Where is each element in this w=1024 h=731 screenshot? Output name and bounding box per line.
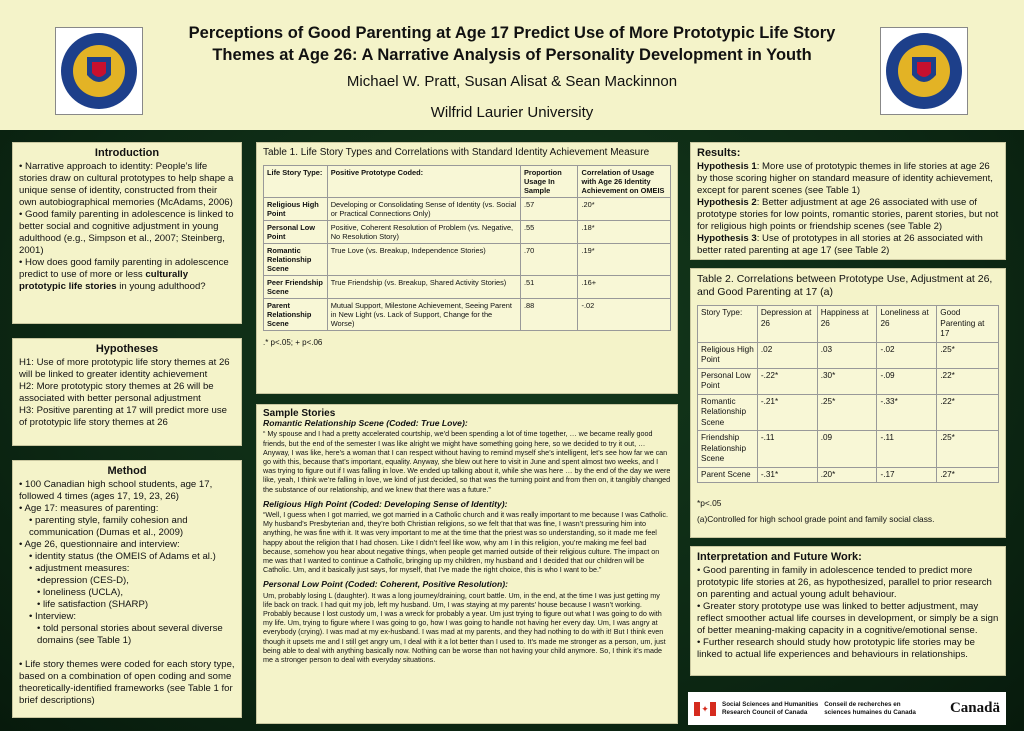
method-line-7: •depression (CES-D), <box>37 575 129 586</box>
table-cell: -.21* <box>757 394 817 431</box>
method-line-9: • life satisfaction (SHARP) <box>37 599 149 610</box>
table-cell: -.02 <box>877 342 937 368</box>
result-1: Hypothesis 1: More use of prototypic themes in life stories at age 26 by those scoring higher on standard measure of identity achievement, except for parent scenes (see Table 1) <box>697 161 993 196</box>
table-cell: .18* <box>578 221 671 244</box>
interpretation-panel <box>690 546 1006 676</box>
title-line-2: Themes at Age 26: A Narrative Analysis of Personality Development in Youth <box>212 46 812 64</box>
table2-header: Story Type: <box>698 306 758 343</box>
table-cell: .03 <box>817 342 877 368</box>
introduction-heading: Introduction <box>94 147 160 159</box>
sample-stories-panel <box>256 404 678 724</box>
table-cell: -.09 <box>877 368 937 394</box>
story-2-title: Religious High Point (Coded: Developing Sense of Identity): <box>263 498 508 509</box>
table1-header: Life Story Type: <box>264 166 328 198</box>
table-row <box>264 244 671 276</box>
table-cell: Romantic Relationship Scene <box>698 394 758 431</box>
table-row <box>698 467 999 483</box>
table-cell: Personal Low Point <box>698 368 758 394</box>
method-line-3: • parenting style, family cohesion and communication (Dumas et al., 2009) <box>29 515 188 538</box>
hypothesis-3: H3: Positive parenting at 17 will predict more use of prototypic life story themes at 26 <box>19 405 227 428</box>
story-3-text: Um, probably losing L (daughter). It was a long journey/draining, court battle. Um, in the end, at the time I was just getting my life back on track. I had quit my job, left my husband. Um, I was staying at my parents’ house because I wasn’t working. Probably because I lost custody um, I was a wreck for probably a year. Um just trying to figure out what I was going to do with my life. Um, trying to figure where I was going to go, how I was going to handle not having her every day. Um, I was angry at everybody (crying). I was mad at my ex-husband. I was mad at my parents, and they had nothing to do with it! But I think even though it upsets me and I still get angry um, I deal with it a lot better than I used to. It’s made me stronger as a person, um, just being able to deal with anything basically now. Nothing can be worse than not having your child anymore. So, I think it’s made me a stronger person to deal with everyday situations. <box>263 590 666 665</box>
method-line-8: • loneliness (UCLA), <box>37 587 124 598</box>
canada-flag-icon: ✦ <box>694 702 716 716</box>
introduction-panel <box>12 142 242 324</box>
table2 <box>697 305 999 483</box>
university-name: Wilfrid Laurier University <box>430 104 594 121</box>
table2-header: Happiness at 26 <box>817 306 877 343</box>
table2-panel <box>690 268 1006 538</box>
table-cell: Positive, Coherent Resolution of Problem (vs. Negative, No Resolution Story) <box>327 221 520 244</box>
university-logo-right <box>880 27 968 115</box>
table-cell: .25* <box>937 342 999 368</box>
table-cell: True Friendship (vs. Breakup, Shared Activity Stories) <box>327 276 520 299</box>
method-line-12: • Life story themes were coded for each story type, based on a combination of open coding and some theoretically-identified frameworks (see Table 1 for brief descriptions) <box>19 659 235 706</box>
stories-heading: Sample Stories <box>263 408 336 419</box>
intro-bullet-2: • Good family parenting in adolescence is linked to better social and cognitive adjustment in young adulthood (e.g., Simpson et al., 2007; Steinberg, 2001) <box>19 209 234 256</box>
table-cell: Romantic Relationship Scene <box>264 244 328 276</box>
table1-caption: Table 1. Life Story Types and Correlations with Standard Identity Achievement Measure <box>263 147 650 158</box>
sshrc-name-fr: Conseil de recherches en sciences humaines du Canada <box>824 701 916 716</box>
interp-bullet-3: • Further research should study how prototypic life stories may be linked to actual life experiences and behaviours in relationships. <box>697 637 975 660</box>
table-row <box>264 221 671 244</box>
story-2-text: “Well, I guess when I got married, we got married in a Catholic church and it was really important to me because I was Catholic. My husband’s Presbyterian and, they’re both Christian religions, so we felt that that was fine, I wasn’t pressuring him into anything, he was fine with it. It was very important to me at the time that the priest was so understanding, so it made me feel happy about the religion that I had chosen. Like I didn’t feel like wow, why am I in this religion, you’re making me feel bad because, somehow you hear about negative things, when people get married outside of their religious culture. The impact on me was that I wanted to continue a Catholic, bringing up my children, my husband and I decided that our children will be Catholic. Um, and it basically just says, for myself, that I’ve made the right choice, this is who I want to be.” <box>263 510 668 575</box>
table-row <box>264 276 671 299</box>
intro-bullet-1: • Narrative approach to identity: People’s life stories draw on cultural prototypes to help shape a unique sense of identity, constructed from their own autobiographical memories (McAdams, 2006) <box>19 161 234 208</box>
table1 <box>263 165 671 331</box>
table-cell: Parent Relationship Scene <box>264 299 328 331</box>
university-logo-left <box>55 27 143 115</box>
table-row <box>264 198 671 221</box>
table-cell: .57 <box>520 198 578 221</box>
story-1-text: “ My spouse and I had a pretty accelerated courtship, we’d been spending a lot of time together, … we became really good friends, but the end of the semester I was like alright we might have something going here, so we decided to try it out, …Anyway, I was like, here’s a woman that I can respect without having to remind myself she’s intelligent, let’s see how far we can go with this, because that’s important, equality. Anyway, she blew out here to visit in June and spent almost two weeks, and I was trying to figure out if I was falling in love. We ended up talking about it, while she was here … by the end of the day we were like, yeah, I think we’re falling in love, we kind of just decided, so that was the turning point and from then on, it tangibly changed the substance of our relationship, and we knew that there was a future.” <box>263 429 671 494</box>
table2-note-1: *p<.05 <box>697 498 722 508</box>
result-2: Hypothesis 2: Better adjustment at age 26 associated with use of prototype stories for low points, romantic stories, parent stories, but not for religious high points or friendship scenes (see Table 2) <box>697 197 999 232</box>
table2-header: Good Parenting at 17 <box>937 306 999 343</box>
table-cell: .19* <box>578 244 671 276</box>
table-cell: Peer Friendship Scene <box>264 276 328 299</box>
poster-title <box>150 22 874 66</box>
poster-header <box>0 0 1024 130</box>
method-heading: Method <box>107 465 147 477</box>
table-row <box>698 368 999 394</box>
table1-header-row <box>264 166 671 198</box>
table-row <box>264 299 671 331</box>
table-cell: .22* <box>937 394 999 431</box>
intro-bullet-3: • How does good family parenting in adolescence predict to use of more or less culturally prototypic life stories in young adulthood? <box>19 257 229 292</box>
canada-wordmark: Canadä <box>949 700 1000 716</box>
sshrc-name-en: Social Sciences and Humanities Research Council of Canada <box>722 701 819 716</box>
story-1-title: Romantic Relationship Scene (Coded: True Love): <box>263 418 468 429</box>
table-cell: -.22* <box>757 368 817 394</box>
hypothesis-1: H1: Use of more prototypic life story themes at 26 will be linked to greater identity achievement <box>19 357 230 380</box>
table-cell: Personal Low Point <box>264 221 328 244</box>
method-line-1: • 100 Canadian high school students, age 17, followed 4 times (ages 17, 19, 23, 26) <box>19 479 213 502</box>
table-cell: .27* <box>937 467 999 483</box>
table-cell: .02 <box>757 342 817 368</box>
table-cell: .30* <box>817 368 877 394</box>
table1-note: .* p<.05; + p<.06 <box>263 338 323 347</box>
table-cell: -.11 <box>757 431 817 468</box>
table2-caption: Table 2. Correlations between Prototype Use, Adjustment at 26, and Good Parenting at 17 (a) <box>697 273 993 298</box>
authors: Michael W. Pratt, Susan Alisat & Sean Mackinnon <box>346 73 678 90</box>
table-cell: .20* <box>578 198 671 221</box>
table-cell: Mutual Support, Milestone Achievement, Seeing Parent in New Light (vs. Lack of Support, Change for the Worse) <box>327 299 520 331</box>
table-cell: .25* <box>817 394 877 431</box>
hypotheses-panel <box>12 338 242 446</box>
table-cell: .09 <box>817 431 877 468</box>
table-cell: -.11 <box>877 431 937 468</box>
table-cell: Developing or Consolidating Sense of Identity (vs. Social or Practical Connections Only) <box>327 198 520 221</box>
table1-panel <box>256 142 678 394</box>
hypotheses-heading: Hypotheses <box>95 343 159 355</box>
table-cell: -.17 <box>877 467 937 483</box>
method-line-5: • identity status (the OMEIS of Adams et al.) <box>29 551 216 562</box>
table-cell: -.02 <box>578 299 671 331</box>
table2-header: Loneliness at 26 <box>877 306 937 343</box>
table1-header: Correlation of Usage with Age 26 Identity Achievement on OMEIS <box>578 166 671 198</box>
table2-header: Depression at 26 <box>757 306 817 343</box>
table-cell: Parent Scene <box>698 467 758 483</box>
result-3: Hypothesis 3: Use of prototypes in all stories at 26 associated with better rated parenting at age 17 (see Table 2) <box>697 233 983 256</box>
results-panel <box>690 142 1006 260</box>
table-cell: .25* <box>937 431 999 468</box>
table-row <box>698 342 999 368</box>
table2-note-2: (a)Controlled for high school grade point and family social class. <box>697 514 935 524</box>
table-row <box>698 394 999 431</box>
method-line-4: • Age 26, questionnaire and interview: <box>19 539 180 550</box>
interp-bullet-2: • Greater story prototype use was linked to better adjustment, may reflect smoother actual life courses in development, or simply be a sign of better meaning-making capacity in a cognitive/emotional sense. <box>697 601 999 636</box>
table-cell: -.33* <box>877 394 937 431</box>
funding-footer <box>688 692 1006 725</box>
results-heading: Results: <box>697 147 741 159</box>
table-cell: .55 <box>520 221 578 244</box>
table-cell: .88 <box>520 299 578 331</box>
method-line-2: • Age 17: measures of parenting: <box>19 503 159 514</box>
table-cell: -.31* <box>757 467 817 483</box>
table-cell: Friendship Relationship Scene <box>698 431 758 468</box>
table1-header: Positive Prototype Coded: <box>327 166 520 198</box>
table-cell: .70 <box>520 244 578 276</box>
table-cell: .16+ <box>578 276 671 299</box>
table-cell: True Love (vs. Breakup, Independence Stories) <box>327 244 520 276</box>
table-row <box>698 431 999 468</box>
story-3-title: Personal Low Point (Coded: Coherent, Positive Resolution): <box>263 579 508 590</box>
table-cell: Religious High Point <box>264 198 328 221</box>
interp-bullet-1: • Good parenting in family in adolescence tended to predict more prototypic life stories at 26, as hypothesized, parallel to prior research on parenting and actual young adult behaviour. <box>697 565 992 600</box>
method-panel <box>12 460 242 718</box>
table2-header-row <box>698 306 999 343</box>
hypothesis-2: H2: More prototypic story themes at 26 will be associated with better personal adjustment <box>19 381 214 404</box>
interpretation-heading: Interpretation and Future Work: <box>697 551 862 563</box>
table1-header: Proportion Usage In Sample <box>520 166 578 198</box>
table-cell: Religious High Point <box>698 342 758 368</box>
method-line-11: • told personal stories about several diverse domains (see Table 1) <box>37 623 223 646</box>
table-cell: .51 <box>520 276 578 299</box>
table-cell: .22* <box>937 368 999 394</box>
table-cell: .20* <box>817 467 877 483</box>
method-line-10: • Interview: <box>29 611 77 622</box>
title-line-1: Perceptions of Good Parenting at Age 17 Predict Use of More Prototypic Life Story <box>188 24 836 42</box>
method-line-6: • adjustment measures: <box>29 563 130 574</box>
